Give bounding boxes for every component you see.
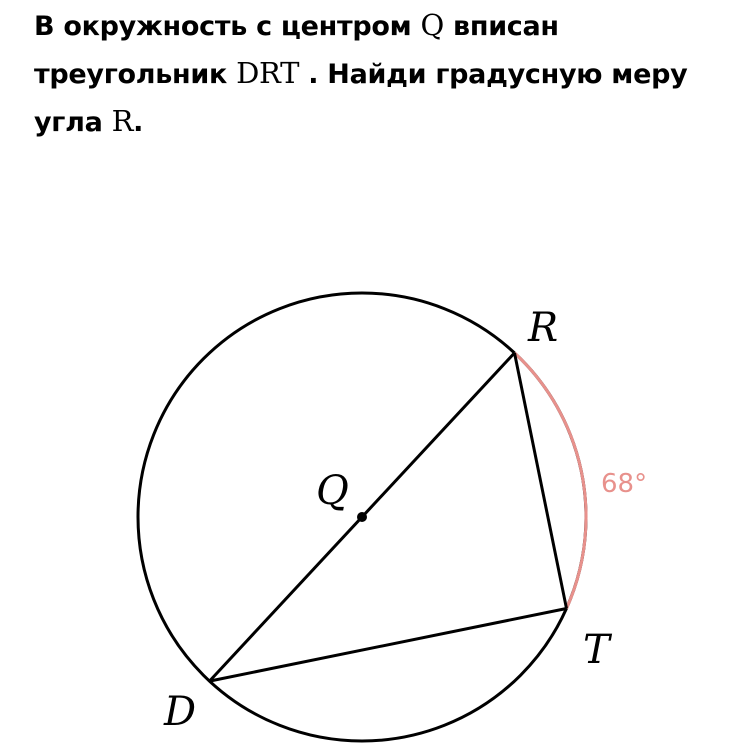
arc-measure-label: 68° xyxy=(601,469,648,499)
chord-td xyxy=(210,609,567,682)
problem-text-4: . Найди градусную меру xyxy=(299,59,688,90)
arc-rt-highlight xyxy=(515,353,587,609)
label-vertex-r: R xyxy=(528,305,559,351)
triangle-name: DRT xyxy=(236,56,300,90)
label-vertex-t: T xyxy=(583,627,610,673)
chord-rt xyxy=(515,353,567,609)
problem-text-2: вписан xyxy=(443,11,559,42)
problem-text-6: . xyxy=(133,107,144,138)
label-vertex-d: D xyxy=(164,689,197,735)
label-center-q: Q xyxy=(316,468,349,514)
center-point xyxy=(357,512,367,522)
angle-name: R xyxy=(111,104,134,138)
center-name: Q xyxy=(420,8,444,42)
problem-text-5: угла xyxy=(34,107,112,138)
problem-text-3: треугольник xyxy=(34,59,237,90)
problem-text-1: В окружность с центром xyxy=(34,11,421,42)
